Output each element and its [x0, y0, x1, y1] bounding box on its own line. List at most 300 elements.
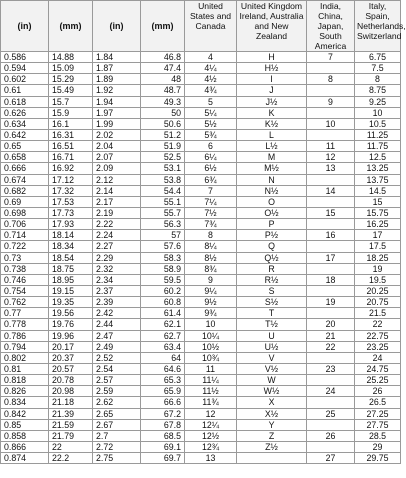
cell-size-europe: 27.75 [355, 419, 401, 430]
cell-diameter-mm: 20.78 [49, 375, 93, 386]
cell-size-asia [307, 375, 355, 386]
cell-size-asia: 15 [307, 207, 355, 218]
cell-size-uk: X [237, 397, 307, 408]
table-row [1, 285, 401, 296]
cell-size-uk: J [237, 85, 307, 96]
cell-size-asia [307, 85, 355, 96]
cell-circumference-mm: 53.8 [141, 174, 185, 185]
cell-circumference-mm: 51.2 [141, 129, 185, 140]
cell-diameter-mm: 18.54 [49, 252, 93, 263]
cell-size-uk: R [237, 263, 307, 274]
cell-size-uk: P½ [237, 230, 307, 241]
table-row [1, 330, 401, 341]
cell-size-us-canada: 12¼ [185, 419, 237, 430]
cell-circumference-in: 2.67 [93, 419, 141, 430]
cell-size-us-canada: 11¾ [185, 397, 237, 408]
table-row [1, 430, 401, 441]
cell-circumference-mm: 61.4 [141, 308, 185, 319]
table-row [1, 152, 401, 163]
cell-diameter-in: 0.778 [1, 319, 49, 330]
cell-size-asia: 25 [307, 408, 355, 419]
cell-diameter-in: 0.586 [1, 52, 49, 63]
cell-size-us-canada: 10¼ [185, 330, 237, 341]
cell-diameter-in: 0.626 [1, 107, 49, 118]
cell-size-asia: 8 [307, 74, 355, 85]
cell-circumference-in: 2.37 [93, 285, 141, 296]
cell-size-us-canada: 13 [185, 453, 237, 464]
cell-circumference-in: 2.07 [93, 152, 141, 163]
cell-size-uk: R½ [237, 274, 307, 285]
cell-size-europe: 21.5 [355, 308, 401, 319]
cell-diameter-mm: 18.75 [49, 263, 93, 274]
cell-size-us-canada: 10½ [185, 341, 237, 352]
cell-diameter-in: 0.786 [1, 330, 49, 341]
cell-size-europe: 10 [355, 107, 401, 118]
cell-diameter-mm: 17.12 [49, 174, 93, 185]
cell-circumference-in: 1.84 [93, 52, 141, 63]
cell-size-uk: Q½ [237, 252, 307, 263]
header-circumference-mm: (mm) [141, 1, 185, 52]
cell-diameter-in: 0.826 [1, 386, 49, 397]
cell-diameter-in: 0.834 [1, 397, 49, 408]
cell-circumference-mm: 63.4 [141, 341, 185, 352]
cell-circumference-mm: 68.5 [141, 430, 185, 441]
cell-size-asia: 21 [307, 330, 355, 341]
cell-size-europe: 15.75 [355, 207, 401, 218]
cell-size-europe: 10.5 [355, 118, 401, 129]
cell-size-europe: 22 [355, 319, 401, 330]
cell-size-us-canada: 5¼ [185, 107, 237, 118]
cell-circumference-in: 2.59 [93, 386, 141, 397]
cell-circumference-mm: 49.3 [141, 96, 185, 107]
cell-diameter-in: 0.706 [1, 219, 49, 230]
cell-diameter-mm: 20.17 [49, 341, 93, 352]
cell-size-europe: 9.25 [355, 96, 401, 107]
cell-size-asia [307, 352, 355, 363]
cell-diameter-in: 0.762 [1, 297, 49, 308]
cell-size-us-canada: 8½ [185, 252, 237, 263]
cell-size-uk: L½ [237, 141, 307, 152]
header-circumference-in: (in) [93, 1, 141, 52]
cell-size-uk: I [237, 74, 307, 85]
cell-circumference-mm: 50 [141, 107, 185, 118]
cell-size-asia: 14 [307, 185, 355, 196]
cell-size-europe: 28.5 [355, 430, 401, 441]
cell-size-asia [307, 397, 355, 408]
cell-size-asia [307, 174, 355, 185]
cell-diameter-in: 0.818 [1, 375, 49, 386]
cell-size-us-canada: 9 [185, 274, 237, 285]
cell-circumference-in: 2.29 [93, 252, 141, 263]
table-row [1, 129, 401, 140]
cell-diameter-in: 0.714 [1, 230, 49, 241]
cell-diameter-mm: 21.59 [49, 419, 93, 430]
header-inner-diameter-in: (in) [1, 1, 49, 52]
cell-circumference-in: 2.04 [93, 141, 141, 152]
cell-circumference-mm: 55.1 [141, 196, 185, 207]
cell-size-uk: K½ [237, 118, 307, 129]
cell-circumference-in: 2.72 [93, 441, 141, 452]
cell-diameter-mm: 22.2 [49, 453, 93, 464]
cell-size-asia: 26 [307, 430, 355, 441]
cell-circumference-mm: 67.8 [141, 419, 185, 430]
cell-diameter-mm: 21.39 [49, 408, 93, 419]
cell-size-uk: H½ [237, 63, 307, 74]
cell-size-europe: 13.25 [355, 163, 401, 174]
cell-size-uk: H [237, 52, 307, 63]
cell-circumference-mm: 58.9 [141, 263, 185, 274]
cell-diameter-in: 0.594 [1, 63, 49, 74]
cell-size-europe: 11.75 [355, 141, 401, 152]
cell-diameter-mm: 16.51 [49, 141, 93, 152]
table-row [1, 185, 401, 196]
cell-circumference-mm: 65.9 [141, 386, 185, 397]
cell-size-asia [307, 219, 355, 230]
cell-size-uk: P [237, 219, 307, 230]
cell-diameter-in: 0.698 [1, 207, 49, 218]
table-row [1, 107, 401, 118]
cell-circumference-in: 2.24 [93, 230, 141, 241]
cell-size-europe: 26 [355, 386, 401, 397]
cell-size-europe: 17 [355, 230, 401, 241]
cell-diameter-in: 0.642 [1, 129, 49, 140]
cell-size-us-canada: 9¼ [185, 285, 237, 296]
cell-size-uk: W [237, 375, 307, 386]
cell-circumference-mm: 69.1 [141, 441, 185, 452]
cell-size-us-canada: 6¼ [185, 152, 237, 163]
cell-circumference-mm: 55.7 [141, 207, 185, 218]
cell-size-uk: K [237, 107, 307, 118]
cell-circumference-in: 2.62 [93, 397, 141, 408]
table-row [1, 453, 401, 464]
table-row [1, 52, 401, 63]
cell-size-uk: W½ [237, 386, 307, 397]
cell-size-europe: 22.75 [355, 330, 401, 341]
cell-size-us-canada: 9¾ [185, 308, 237, 319]
cell-diameter-in: 0.85 [1, 419, 49, 430]
cell-circumference-mm: 54.4 [141, 185, 185, 196]
cell-size-uk: X½ [237, 408, 307, 419]
cell-size-us-canada: 12¾ [185, 441, 237, 452]
cell-circumference-mm: 62.7 [141, 330, 185, 341]
table-row [1, 241, 401, 252]
cell-diameter-in: 0.658 [1, 152, 49, 163]
cell-size-europe: 15 [355, 196, 401, 207]
cell-size-europe: 11.25 [355, 129, 401, 140]
cell-circumference-in: 2.22 [93, 219, 141, 230]
cell-size-asia [307, 241, 355, 252]
cell-size-us-canada: 5½ [185, 118, 237, 129]
header-row [1, 1, 401, 52]
cell-diameter-mm: 19.56 [49, 308, 93, 319]
cell-diameter-in: 0.618 [1, 96, 49, 107]
cell-diameter-in: 0.634 [1, 118, 49, 129]
cell-size-us-canada: 11¼ [185, 375, 237, 386]
cell-size-us-canada: 5 [185, 96, 237, 107]
cell-diameter-mm: 15.29 [49, 74, 93, 85]
table-row [1, 63, 401, 74]
cell-size-europe: 6.75 [355, 52, 401, 63]
cell-size-europe: 14.5 [355, 185, 401, 196]
cell-circumference-mm: 48 [141, 74, 185, 85]
cell-size-uk: S½ [237, 297, 307, 308]
cell-circumference-mm: 50.6 [141, 118, 185, 129]
table-row [1, 375, 401, 386]
table-row [1, 207, 401, 218]
cell-circumference-mm: 58.3 [141, 252, 185, 263]
table-row [1, 252, 401, 263]
cell-circumference-in: 2.7 [93, 430, 141, 441]
cell-size-uk: M [237, 152, 307, 163]
cell-size-us-canada: 4½ [185, 74, 237, 85]
cell-diameter-mm: 20.98 [49, 386, 93, 397]
cell-diameter-mm: 22 [49, 441, 93, 452]
table-row [1, 308, 401, 319]
table-row [1, 408, 401, 419]
cell-diameter-mm: 21.79 [49, 430, 93, 441]
cell-size-europe: 26.5 [355, 397, 401, 408]
cell-diameter-in: 0.73 [1, 252, 49, 263]
cell-size-us-canada: 4¼ [185, 63, 237, 74]
cell-circumference-in: 2.44 [93, 319, 141, 330]
cell-circumference-in: 1.92 [93, 85, 141, 96]
cell-diameter-mm: 16.31 [49, 129, 93, 140]
cell-circumference-in: 2.14 [93, 185, 141, 196]
cell-size-asia: 23 [307, 363, 355, 374]
cell-circumference-mm: 59.5 [141, 274, 185, 285]
cell-size-europe: 27.25 [355, 408, 401, 419]
cell-size-uk: M½ [237, 163, 307, 174]
table-body [1, 52, 401, 464]
cell-diameter-mm: 15.09 [49, 63, 93, 74]
cell-size-europe: 12.5 [355, 152, 401, 163]
table-row [1, 341, 401, 352]
cell-size-asia: 7 [307, 52, 355, 63]
cell-circumference-in: 2.49 [93, 341, 141, 352]
cell-diameter-mm: 17.32 [49, 185, 93, 196]
cell-diameter-in: 0.802 [1, 352, 49, 363]
table-row [1, 397, 401, 408]
cell-size-us-canada: 4 [185, 52, 237, 63]
cell-circumference-mm: 60.8 [141, 297, 185, 308]
cell-size-europe: 24 [355, 352, 401, 363]
cell-circumference-in: 1.89 [93, 74, 141, 85]
cell-diameter-in: 0.738 [1, 263, 49, 274]
cell-size-uk: T [237, 308, 307, 319]
cell-size-uk: U [237, 330, 307, 341]
cell-size-europe: 20.75 [355, 297, 401, 308]
cell-size-europe: 23.25 [355, 341, 401, 352]
cell-diameter-mm: 14.88 [49, 52, 93, 63]
header-us-canada: United States and Canada [185, 1, 237, 52]
cell-size-us-canada: 11½ [185, 386, 237, 397]
cell-circumference-in: 2.34 [93, 274, 141, 285]
cell-size-us-canada: 8¼ [185, 241, 237, 252]
table-row [1, 419, 401, 430]
table-row [1, 352, 401, 363]
cell-diameter-mm: 16.1 [49, 118, 93, 129]
cell-size-uk: L [237, 129, 307, 140]
cell-circumference-mm: 46.8 [141, 52, 185, 63]
cell-size-uk: V [237, 352, 307, 363]
cell-size-uk: Z [237, 430, 307, 441]
cell-circumference-mm: 53.1 [141, 163, 185, 174]
cell-size-us-canada: 8¾ [185, 263, 237, 274]
cell-size-us-canada: 4¾ [185, 85, 237, 96]
table-row [1, 196, 401, 207]
cell-circumference-in: 2.09 [93, 163, 141, 174]
cell-size-asia: 12 [307, 152, 355, 163]
cell-size-uk: Y [237, 419, 307, 430]
cell-circumference-mm: 57.6 [141, 241, 185, 252]
cell-size-us-canada: 8 [185, 230, 237, 241]
cell-diameter-in: 0.754 [1, 285, 49, 296]
table-row [1, 85, 401, 96]
cell-size-us-canada: 7¾ [185, 219, 237, 230]
cell-size-asia [307, 63, 355, 74]
cell-diameter-in: 0.722 [1, 241, 49, 252]
cell-size-europe: 29 [355, 441, 401, 452]
cell-diameter-mm: 18.34 [49, 241, 93, 252]
table-row [1, 441, 401, 452]
cell-size-asia: 24 [307, 386, 355, 397]
cell-diameter-in: 0.602 [1, 74, 49, 85]
cell-circumference-in: 1.99 [93, 118, 141, 129]
table-row [1, 274, 401, 285]
cell-size-asia: 17 [307, 252, 355, 263]
cell-size-europe: 29.75 [355, 453, 401, 464]
cell-size-uk: O [237, 196, 307, 207]
cell-circumference-in: 2.47 [93, 330, 141, 341]
cell-size-asia: 13 [307, 163, 355, 174]
cell-size-us-canada: 9½ [185, 297, 237, 308]
table-row [1, 297, 401, 308]
cell-diameter-in: 0.858 [1, 430, 49, 441]
table-row [1, 163, 401, 174]
cell-size-europe: 19.5 [355, 274, 401, 285]
cell-size-uk: T½ [237, 319, 307, 330]
table-row [1, 363, 401, 374]
cell-circumference-mm: 48.7 [141, 85, 185, 96]
header-italy-spain-netherlands-switzerland: Italy, Spain, Netherlands, Switzerland [355, 1, 401, 52]
cell-size-uk: S [237, 285, 307, 296]
cell-circumference-in: 2.52 [93, 352, 141, 363]
cell-size-europe: 20.25 [355, 285, 401, 296]
cell-size-uk: U½ [237, 341, 307, 352]
cell-size-asia: 27 [307, 453, 355, 464]
cell-size-uk: Z½ [237, 441, 307, 452]
cell-size-us-canada: 11 [185, 363, 237, 374]
cell-size-asia [307, 196, 355, 207]
cell-diameter-mm: 16.92 [49, 163, 93, 174]
header-india-china-japan-south-america: India, China, Japan, South America [307, 1, 355, 52]
cell-size-us-canada: 5¾ [185, 129, 237, 140]
cell-size-uk [237, 453, 307, 464]
cell-diameter-in: 0.674 [1, 174, 49, 185]
header-uk-ireland-australia-nz: United Kingdom Ireland, Australia and New Zealand [237, 1, 307, 52]
cell-size-uk: Q [237, 241, 307, 252]
cell-circumference-in: 2.54 [93, 363, 141, 374]
cell-circumference-in: 2.39 [93, 297, 141, 308]
table-row [1, 74, 401, 85]
cell-size-europe: 16.25 [355, 219, 401, 230]
cell-size-asia: 10 [307, 118, 355, 129]
cell-diameter-mm: 20.57 [49, 363, 93, 374]
cell-diameter-mm: 19.76 [49, 319, 93, 330]
cell-circumference-in: 2.75 [93, 453, 141, 464]
table-row [1, 219, 401, 230]
cell-diameter-in: 0.61 [1, 85, 49, 96]
cell-circumference-mm: 56.3 [141, 219, 185, 230]
cell-circumference-in: 2.19 [93, 207, 141, 218]
cell-diameter-mm: 19.15 [49, 285, 93, 296]
cell-diameter-mm: 21.18 [49, 397, 93, 408]
cell-size-uk: N½ [237, 185, 307, 196]
cell-circumference-in: 2.02 [93, 129, 141, 140]
cell-size-uk: N [237, 174, 307, 185]
cell-diameter-mm: 19.35 [49, 297, 93, 308]
cell-size-us-canada: 12 [185, 408, 237, 419]
cell-size-europe: 7.5 [355, 63, 401, 74]
cell-diameter-mm: 15.9 [49, 107, 93, 118]
cell-diameter-mm: 15.7 [49, 96, 93, 107]
cell-size-europe: 25.25 [355, 375, 401, 386]
cell-size-asia [307, 441, 355, 452]
table-row [1, 141, 401, 152]
cell-diameter-mm: 20.37 [49, 352, 93, 363]
cell-diameter-in: 0.81 [1, 363, 49, 374]
cell-size-asia: 19 [307, 297, 355, 308]
table-row [1, 118, 401, 129]
cell-circumference-mm: 57 [141, 230, 185, 241]
cell-diameter-in: 0.794 [1, 341, 49, 352]
cell-diameter-in: 0.666 [1, 163, 49, 174]
cell-circumference-mm: 64.6 [141, 363, 185, 374]
cell-size-europe: 24.75 [355, 363, 401, 374]
cell-size-uk: O½ [237, 207, 307, 218]
cell-size-asia: 22 [307, 341, 355, 352]
cell-diameter-in: 0.746 [1, 274, 49, 285]
cell-diameter-in: 0.77 [1, 308, 49, 319]
cell-diameter-mm: 19.96 [49, 330, 93, 341]
cell-circumference-in: 1.94 [93, 96, 141, 107]
cell-size-asia [307, 129, 355, 140]
cell-diameter-mm: 17.73 [49, 207, 93, 218]
cell-diameter-in: 0.682 [1, 185, 49, 196]
cell-circumference-mm: 66.6 [141, 397, 185, 408]
cell-size-asia [307, 419, 355, 430]
cell-circumference-mm: 64 [141, 352, 185, 363]
header-inner-diameter-mm: (mm) [49, 1, 93, 52]
cell-size-europe: 17.5 [355, 241, 401, 252]
cell-diameter-in: 0.69 [1, 196, 49, 207]
cell-size-europe: 18.25 [355, 252, 401, 263]
cell-size-us-canada: 7¼ [185, 196, 237, 207]
cell-diameter-in: 0.866 [1, 441, 49, 452]
cell-circumference-mm: 69.7 [141, 453, 185, 464]
cell-circumference-in: 2.27 [93, 241, 141, 252]
table-row [1, 96, 401, 107]
cell-size-us-canada: 7 [185, 185, 237, 196]
table-row [1, 386, 401, 397]
cell-circumference-in: 1.97 [93, 107, 141, 118]
cell-size-asia [307, 263, 355, 274]
cell-circumference-in: 2.57 [93, 375, 141, 386]
cell-size-asia: 11 [307, 141, 355, 152]
cell-circumference-mm: 62.1 [141, 319, 185, 330]
cell-circumference-in: 2.12 [93, 174, 141, 185]
cell-circumference-in: 2.65 [93, 408, 141, 419]
